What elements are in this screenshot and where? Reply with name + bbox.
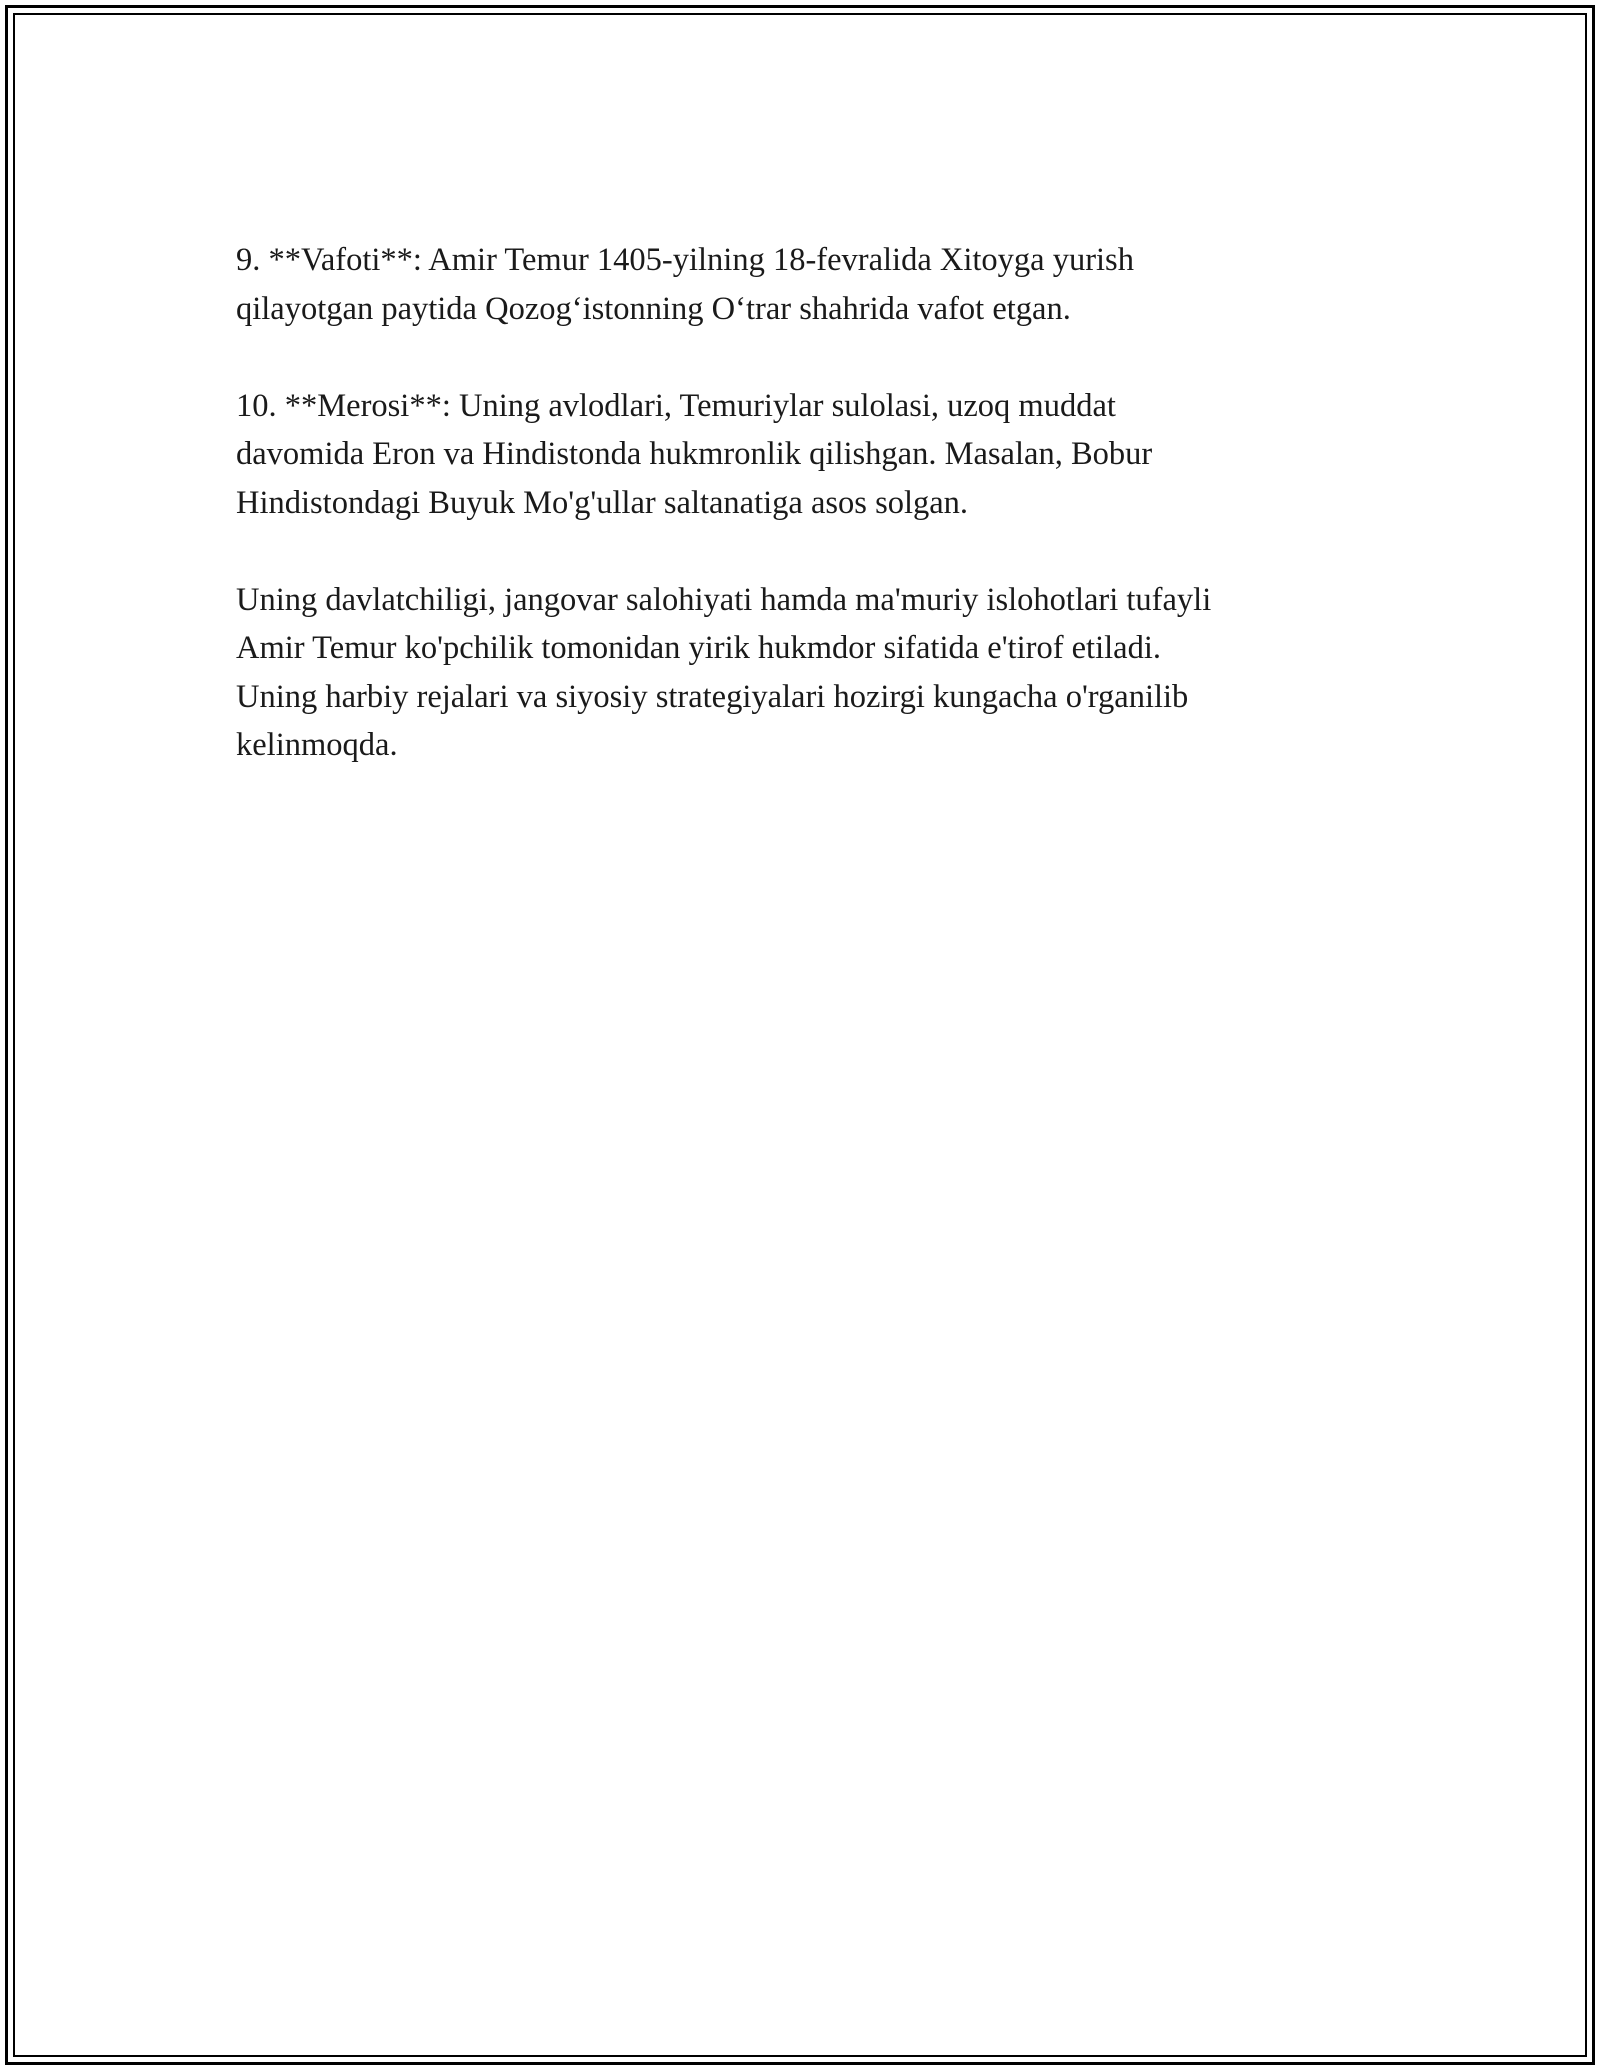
paragraph-conclusion (236, 576, 1366, 770)
paragraph-line: Amir Temur ko'pchilik tomonidan yirik hukmdor sifatida e'tirof etiladi. (236, 630, 1161, 666)
paragraph-line: 9. **Vafoti**: Amir Temur 1405-yilning 18-fevralida Xitoyga yurish (236, 242, 1134, 278)
paragraph-line: 10. **Merosi**: Uning avlodlari, Temuriylar sulolasi, uzoq muddat (236, 387, 1116, 424)
paragraph-vafoti (236, 236, 1366, 333)
document-body (236, 236, 1366, 770)
paragraph-line: qilayotgan paytida Qozog‘istonning O‘trar shahrida vafot etgan. (236, 290, 1071, 327)
paragraph-line: Uning harbiy rejalari va siyosiy strategiyalari hozirgi kungacha o'rganilib (236, 678, 1189, 715)
paragraph-line: kelinmoqda. (236, 727, 398, 763)
paragraph-line: Uning davlatchiligi, jangovar salohiyati hamda ma'muriy islohotlari tufayli (236, 581, 1212, 618)
paragraph-line: davomida Eron va Hindistonda hukmronlik qilishgan. Masalan, Bobur (236, 436, 1153, 472)
paragraph-merosi (236, 382, 1366, 528)
paragraph-line: Hindistondagi Buyuk Mo'g'ullar saltanatiga asos solgan. (236, 484, 969, 521)
